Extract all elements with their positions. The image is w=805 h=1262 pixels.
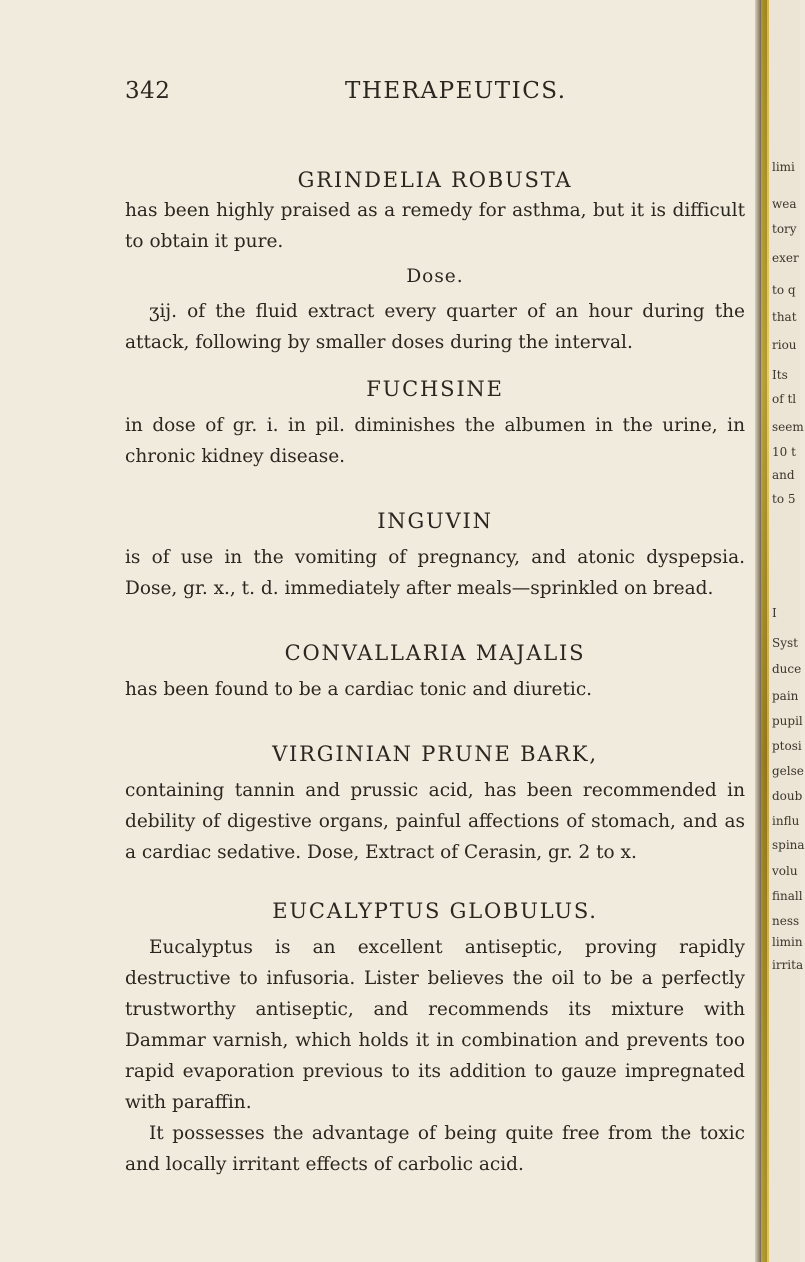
facing-page-fragment: seem	[772, 420, 804, 434]
page-content	[125, 165, 745, 1180]
section-title-prune-bark: VIRGINIAN PRUNE BARK,	[272, 742, 598, 766]
running-title: THERAPEUTICS.	[345, 78, 567, 104]
facing-page-fragment: tory	[772, 222, 797, 236]
facing-page-fragment: to 5	[772, 492, 796, 506]
facing-page-fragment: to q	[772, 283, 796, 297]
facing-page-edge	[769, 0, 805, 1262]
facing-page-fragment: of tl	[772, 392, 797, 406]
page-number: 342	[125, 78, 171, 104]
facing-page-fragment: limi	[772, 160, 795, 174]
grindelia-body: has been highly praised as a remedy for asthma, but it is difficult to obtain it pure.	[125, 200, 745, 252]
section-title-fuchsine: FUCHSINE	[366, 377, 504, 401]
facing-page-fragment: Syst	[772, 636, 798, 650]
facing-page-fragment: and	[772, 468, 795, 482]
grindelia-dose: ʒij. of the fluid extract every quarter of an hour during the attack, following by smaller doses during the interval.	[125, 301, 745, 353]
section-title-inguvin: INGUVIN	[377, 509, 493, 533]
facing-page-fragment: finall	[772, 889, 803, 903]
facing-page-fragment: Its	[772, 368, 788, 382]
page-header	[125, 78, 745, 108]
facing-page-fragment: exer	[772, 251, 799, 265]
dose-label: Dose.	[406, 266, 464, 287]
fuchsine-body: in dose of gr. i. in pil. diminishes the albumen in the urine, in chronic kidney disease.	[125, 415, 745, 467]
facing-page-fragment: ptosi	[772, 739, 802, 753]
facing-page-fragment: I	[772, 606, 777, 620]
eucalyptus-body-1: Eucalyptus is an excellent antiseptic, proving rapidly destructive to infusoria. Lister believes the oil to be a perfectly trustworthy antiseptic, and recommends its mixture with Dammar varnish, which holds it in combination and prevents too rapid evaporation previous to its addition to gauze impregnated with paraffin.	[125, 937, 745, 1113]
facing-page-fragment: pupil	[772, 714, 803, 728]
facing-page-fragment: that	[772, 310, 797, 324]
facing-page-fragment: limin	[772, 935, 803, 949]
facing-page-fragment: pain	[772, 689, 799, 703]
facing-page-fragment: irrita	[772, 958, 804, 972]
prune-bark-body: containing tannin and prussic acid, has been recommended in debility of digestive organs, painful affections of stomach, and as a cardiac sedative. Dose, Extract of Cerasin, gr. 2 to x.	[125, 780, 745, 863]
facing-page-fragment: volu	[772, 864, 798, 878]
inguvin-body: is of use in the vomiting of pregnancy, and atonic dyspepsia. Dose, gr. x., t. d. immediately after meals—sprinkled on bread.	[125, 547, 745, 599]
facing-page-fragment: ness	[772, 914, 800, 928]
facing-page-fragment: gelse	[772, 764, 804, 778]
facing-page-fragment: influ	[772, 814, 800, 828]
convallaria-body: has been found to be a cardiac tonic and diuretic.	[125, 679, 593, 700]
gilt-edge	[761, 0, 769, 1262]
facing-page-fragment: riou	[772, 338, 797, 352]
section-title-grindelia: GRINDELIA ROBUSTA	[297, 168, 573, 192]
section-title-eucalyptus: EUCALYPTUS GLOBULUS.	[272, 899, 598, 923]
facing-page-fragment: doub	[772, 789, 803, 803]
facing-page-fragment: 10 t	[772, 445, 796, 459]
section-title-convallaria: CONVALLARIA MAJALIS	[284, 641, 586, 665]
eucalyptus-body-2: It possesses the advantage of being quite free from the toxic and locally irritant effects of carbolic acid.	[125, 1123, 745, 1175]
facing-page-fragment: wea	[772, 197, 797, 211]
facing-page-fragment: duce	[772, 662, 802, 676]
facing-page-fragment: spina	[772, 838, 805, 852]
